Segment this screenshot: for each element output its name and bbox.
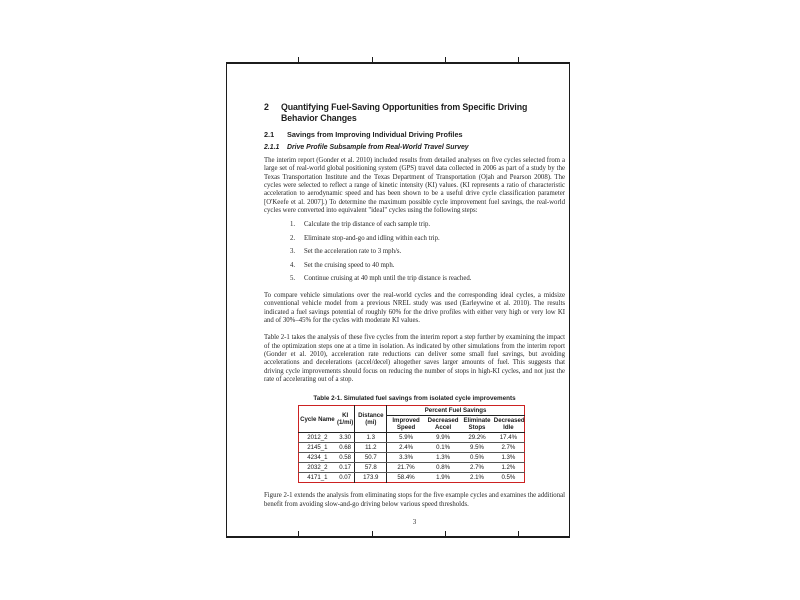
fuel-savings-table <box>298 405 525 483</box>
col-header-decreased-idle: Decreased Idle <box>493 417 525 432</box>
subsection-title: Drive Profile Subsample from Real-World Travel Survey <box>287 144 469 151</box>
paragraph-figure-reference: Figure 2-1 extends the analysis from eliminating stops for the five example cycles and examines the additional benefit from avoiding slow-and-go driving below various speed thresholds. <box>264 492 565 508</box>
col-header-improved-speed: Improved Speed <box>387 416 425 433</box>
table-row: 4234_1 0.58 50.7 3.3% 1.3% 0.5% 1.3% <box>299 453 525 463</box>
chapter-title: Quantifying Fuel-Saving Opportunities from Specific Driving Behavior Changes <box>281 102 528 123</box>
page-number: 3 <box>412 518 417 527</box>
top-tick-mark <box>372 57 373 62</box>
page-content <box>264 64 565 526</box>
subsection-heading <box>264 143 565 152</box>
col-header-distance: Distance (mi) <box>355 406 387 433</box>
table-row: 2145_1 0.68 11.2 2.4% 0.1% 9.5% 2.7% <box>299 443 525 453</box>
top-tick-mark <box>518 57 519 62</box>
bottom-tick-mark <box>518 531 519 536</box>
section-number: 2.1 <box>264 130 275 139</box>
bottom-tick-mark <box>298 531 299 536</box>
list-item: 4. Set the cruising speed to 40 mph. <box>290 261 395 269</box>
list-item: 3. Set the acceleration rate to 3 mph/s. <box>290 248 402 256</box>
paragraph-intro: The interim report (Gonder et al. 2010) included results from detailed analyses on five cycles selected from a large set of real-world global positioning system (GPS) travel data collected in 2006 as part of a study by the Texas Transportation Institute and the Texas Department of Transportation (Ojah and Pearson 2008). The cycles were selected to reflect a range of kinetic intensity (KI) values. (KI represents a ratio of characteristic acceleration to aerodynamic speed and has been shown to be a useful drive cycle classification parameter [O'Keefe et al. 2007].) To determine the maximum possible cycle improvement fuel savings, the real-world cycles were converted into equivalent "ideal" cycles using the following steps: <box>264 157 565 215</box>
paragraph-comparison: To compare vehicle simulations over the real-world cycles and the corresponding ideal cycles, a midsize conventional vehicle model from a previous NREL study was used (Earleywine et al. 2010). The results indicated a fuel savings potential of roughly 60% for the drive profiles with either very high or very low KI and of 30%–45% for the cycles with moderate KI values. <box>264 291 565 324</box>
list-item: 1. Calculate the trip distance of each sample trip. <box>290 221 431 229</box>
col-header-cycle-name: Cycle Name <box>299 406 336 433</box>
list-item: 2. Eliminate stop-and-go and idling within each trip. <box>290 234 440 242</box>
ideal-cycle-steps-list <box>264 221 565 283</box>
paragraph-table-discussion: Table 2-1 takes the analysis of these five cycles from the interim report a step further by examining the impact of the optimization steps one at a time in isolation. As indicated by other simulations from the interim report (Gonder et al. 2010), acceleration rate reductions can deliver some small fuel savings, but avoiding accelerations and decelerations (accel/decel) altogether saves larger amounts of fuel. This suggests that driving cycle improvements should focus on reducing the number of stops in high-KI cycles, and not just the rate of accelerating out of a stop. <box>264 334 565 384</box>
report-page <box>226 62 570 538</box>
top-tick-mark <box>298 57 299 62</box>
top-tick-mark <box>445 57 446 62</box>
table-caption: Table 2-1. Simulated fuel savings from isolated cycle improvements <box>313 395 516 403</box>
table-row: 2012_2 3.30 1.3 5.9% 9.9% 29.2% 17.4% <box>299 433 525 443</box>
subsection-number: 2.1.1 <box>264 144 280 151</box>
table-row: 4171_1 0.07 173.9 58.4% 1.9% 2.1% 0.5% <box>299 473 525 483</box>
table-row: 2032_2 0.17 57.8 21.7% 0.8% 2.7% 1.2% <box>299 463 525 473</box>
list-item: 5. Continue cruising at 40 mph until the trip distance is reached. <box>290 274 472 282</box>
col-group-header-percent-fuel-savings: Percent Fuel Savings <box>387 406 525 416</box>
col-header-eliminate-stops: Eliminate Stops <box>461 416 493 433</box>
col-header-ki: KI (1/mi) <box>336 406 355 433</box>
bottom-tick-mark <box>372 531 373 536</box>
section-heading <box>264 130 565 139</box>
section-title: Savings from Improving Individual Driving Profiles <box>287 130 463 139</box>
col-header-decreased-accel: Decreased Accel <box>425 416 461 433</box>
chapter-number: 2 <box>264 102 269 112</box>
chapter-heading <box>264 102 548 124</box>
bottom-tick-mark <box>445 531 446 536</box>
